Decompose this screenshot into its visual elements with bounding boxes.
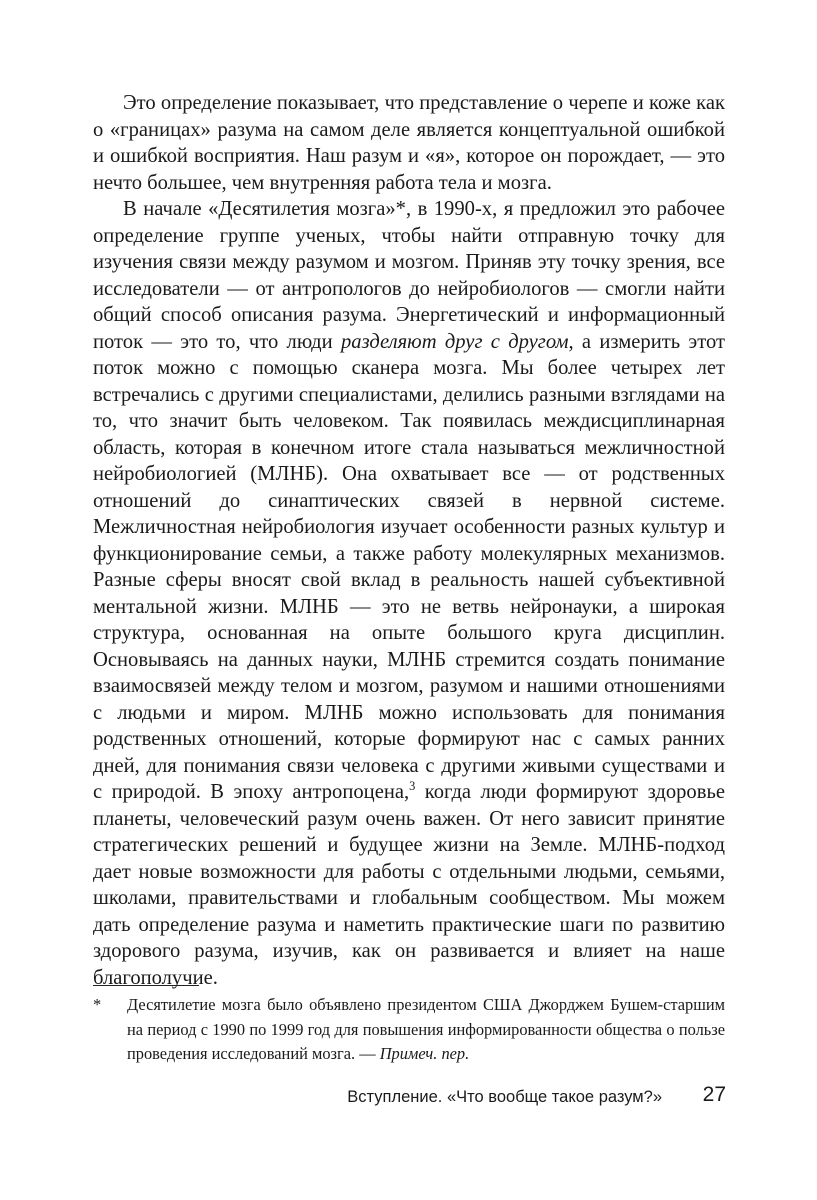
footnote: [93, 993, 725, 1067]
body-text: [93, 90, 725, 991]
page-number: 27: [702, 1083, 726, 1106]
paragraph-1: Это определение показывает, что представление о черепе и коже как о «границах» разума на самом деле является концептуальной ошибкой и ошибкой восприятия. Наш разум и «я», которое он порождает, — это нечто большее, чем внутренняя работа тела и мозга.: [93, 92, 725, 194]
paragraph-2-part-2: , а измерить этот поток можно с помощью сканера мозга. Мы более четырех лет встречались с другими специалистами, делились разными взглядами на то, что значит быть человеком. Так появилась междисциплинарная область, которая в конечном итоге стала называться межличностной нейробиологией (МЛНБ). Она охватывает все — от родственных отношений до синаптических связей в нервной системе. Межличностная нейробиология изучает особенности разных культур и функционирование семьи, а также работу молекулярных механизмов. Разные сферы вносят свой вклад в реальность нашей субъективной ментальной жизни. МЛНБ — это не ветвь нейронауки, а широкая структура, основанная на опыте большого круга дисциплин. Основываясь на данных науки, МЛНБ стремится создать понимание взаимосвязей между телом и мозгом, разумом и нашими отношениями с людьми и миром. МЛНБ можно использовать для понимания родственных отношений, которые формируют нас с самых ранних дней, для понимания связи человека с другими живыми существами и с природой. В эпоху антропоцена,: [93, 330, 725, 803]
running-head: Вступление. «Что вообще такое разум?»: [347, 1088, 662, 1106]
footnote-text: [127, 993, 725, 1067]
footnote-translator-note: Примеч. пер.: [379, 1044, 470, 1063]
footnote-mark: *: [93, 995, 102, 1014]
paragraph-2-emphasis: разделяют друг с другом: [340, 330, 569, 353]
paragraph-2-part-3: когда люди формируют здоровье планеты, человеческий разум очень важен. От него зависит принятие стратегических решений и будущее жизни на Земле. МЛНБ-подход дает новые возможности для работы с отдельными людьми, семьями, школами, правительствами и глобальным сообществом. Мы можем дать определение разума и наметить практические шаги по развитию здорового разума, изучив, как он развивается и влияет на наше благополучие.: [93, 781, 725, 989]
footnote-body: Десятилетие мозга было объявлено президентом США Джорджем Бушем-старшим на период с 1990 по 1999 год для повышения информированности общества о пользе проведения исследований мозга. —: [127, 995, 725, 1063]
paragraph-2-part-1: В начале «Десятилетия мозга»*, в 1990-х, я предложил это рабочее определение группе ученых, чтобы найти отправную точку для изучения связи между разумом и мозгом. Приняв эту точку зрения, все исследователи — от антропологов до нейробиологов — смогли найти общий способ описания разума. Энергетический и информационный поток — это то, что люди: [93, 198, 725, 353]
paragraph-2: [93, 196, 725, 991]
footnote-reference-3: 3: [409, 779, 416, 794]
footnote-separator: [93, 985, 199, 986]
